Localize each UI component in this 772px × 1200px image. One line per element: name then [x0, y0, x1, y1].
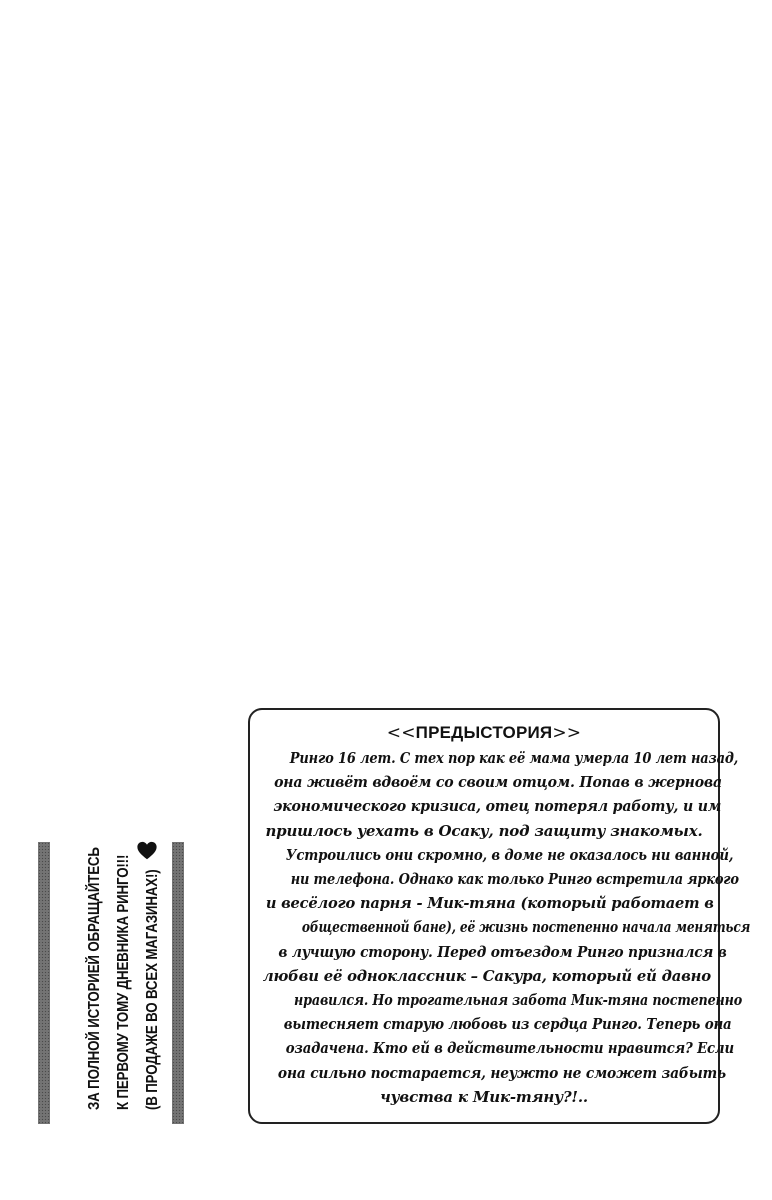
- side-note-line: (В ПРОДАЖЕ ВО ВСЕХ МАГАЗИНАХ!): [144, 869, 161, 1110]
- story-line: вытесняет старую любовь из сердца Ринго. Теперь она: [283, 1015, 732, 1034]
- prehistory-title: [260, 720, 708, 746]
- screentone-bar-left: [38, 842, 50, 1124]
- prehistory-box: [248, 708, 751, 1124]
- story-line: ни телефона. Однако как только Ринго встретила яркого: [290, 870, 739, 889]
- side-note-text: [80, 840, 167, 1110]
- side-note-line: ЗА ПОЛНОЙ ИСТОРИЕЙ ОБРАЩАЙТЕСЬ: [86, 847, 103, 1110]
- story-line: она сильно постарается, неужто не сможет забыть: [277, 1063, 726, 1082]
- title-text: ПРЕДЫСТОРИЯ: [415, 723, 553, 742]
- story-line: и весёлого парня - Мик-тяна (который работает в: [265, 894, 714, 913]
- story-line: любви её одноклассник – Сакура, который ей давно: [262, 966, 711, 985]
- title-close-brackets: >>: [552, 723, 582, 743]
- prehistory-text: [260, 746, 751, 1109]
- screentone-bar-right: [172, 842, 184, 1124]
- story-line: нравился. Но трогательная забота Мик-тяна постепенно: [294, 991, 743, 1010]
- title-open-brackets: <<: [386, 723, 416, 743]
- heart-icon: [136, 840, 158, 862]
- side-note-line: К ПЕРВОМУ ТОМУ ДНЕВНИКА РИНГО!!!: [115, 854, 132, 1110]
- story-line: она живёт вдвоём со своим отцом. Попав в жернова: [274, 773, 722, 792]
- story-line: Ринго 16 лет. С тех пор как её мама умерла 10 лет назад,: [289, 749, 739, 767]
- story-line: экономического кризиса, отец потерял работу, и им: [273, 797, 722, 816]
- story-line: чувства к Мик-тяну?!..: [380, 1087, 588, 1106]
- story-line: пришлось уехать в Осаку, под защиту знакомых.: [265, 821, 703, 840]
- story-line: озадачена. Кто ей в действительности нравится? Если: [285, 1039, 734, 1058]
- story-line: общественной бане), её жизнь постепенно начала меняться: [301, 918, 751, 937]
- story-line: в лучшую сторону. Перед отъездом Ринго признался в: [278, 942, 727, 961]
- story-line: Устроились они скромно, в доме не оказалось ни ванной,: [285, 845, 734, 864]
